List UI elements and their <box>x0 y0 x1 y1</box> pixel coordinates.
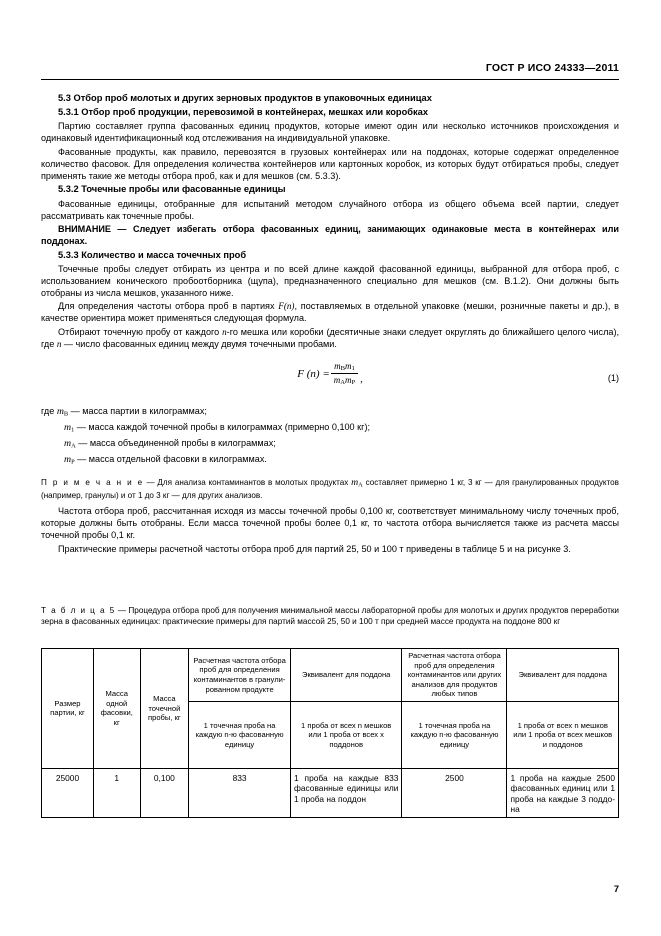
sym-letter: m <box>56 406 64 418</box>
cell-freq-granular: 833 <box>189 768 291 817</box>
note-text-a: — Для анализа контаминантов в молотых продуктах <box>143 477 352 487</box>
formula-ref-fn: F(n) <box>278 301 295 312</box>
den-sym-1: m <box>333 375 341 386</box>
definition-symbol <box>64 422 74 433</box>
definition-row <box>41 437 619 453</box>
symbol-n-2: n <box>56 339 62 350</box>
cell-pallet-equivalent-2: 1 проба на каждые 2500 фасованных единиц или 1 проба на каждые 3 поддона <box>507 768 619 817</box>
attention-note: ВНИМАНИЕ — Следует избегать отбора фасованных единиц, занимающих одинаковые места в контейнерах или поддонах. <box>41 224 619 247</box>
th-pallet-equivalent-1: Эквивалент для поддона <box>290 649 402 702</box>
sym-letter: m <box>351 476 359 488</box>
heading-5-3-2: 5.3.2 Точечные пробы или фасованные единицы <box>58 184 286 195</box>
para-text-b: -го мешка или коробки (десятичные знаки следует округлять до ближайшего целого числа), где <box>41 327 620 350</box>
definition-symbol <box>64 438 76 449</box>
num-sub-1: В <box>340 365 346 373</box>
page-number: 7 <box>613 884 619 894</box>
th-unit-mass: Масса одной фасовки, кг <box>93 649 140 769</box>
paragraph-5-3-3-1: Точечные пробы следует отбирать из центра и по всей длине каждой фасованной единицы, выбранной для отбора проб, с использованием конического пробоотборника (щупа), предназначенного специально для мешков (см. В.1.2). Они должны быть отобраны из числа мешков, указанного ниже. <box>41 263 619 298</box>
table-caption <box>41 605 619 627</box>
definition-text: — масса каждой точечной пробы в килограммах (примерно 0,100 кг); <box>74 422 370 433</box>
heading-5-3-3: 5.3.3 Количество и масса точечных проб <box>58 249 247 260</box>
formula-numerator <box>331 361 358 374</box>
para-text-a: Для определения частоты отбора проб в партиях <box>58 301 279 312</box>
th-freq-contaminants-granular: Расчетная частота отбора проб для определения контаминантов в гранулированном продукте <box>189 649 291 702</box>
note-symbol <box>351 477 363 488</box>
sym-subscript: A <box>358 481 363 489</box>
heading-5-3: 5.3 Отбор проб молотых и других зерновых продуктов в упаковочных единицах <box>58 93 432 103</box>
para-text-b: , поставляемых в отдельной упаковке (мешки, розничные пакеты и др.), в качестве ориентира может применяться следующая формула. <box>41 301 619 324</box>
symbol-definition-list <box>41 405 619 469</box>
formula-block <box>41 359 619 399</box>
sym-subscript: В <box>63 410 69 418</box>
note-block <box>41 477 619 502</box>
th-increment-mass: Масса точечной пробы, кг <box>140 649 189 769</box>
definition-row <box>41 421 619 437</box>
num-sym-2: m <box>345 361 352 372</box>
definition-symbol <box>64 454 75 465</box>
sym-subscript: А <box>71 442 76 450</box>
cell-pallet-equivalent-1: 1 проба на каждые 833 фасованные единицы или 1 проба на поддон <box>290 768 402 817</box>
table-caption-label: Т а б л и ц а 5 <box>41 606 116 615</box>
th-sub-sample-all-bags-1: 1 проба от всех n мешков или 1 проба от всех x поддонов <box>290 701 402 768</box>
sym-subscript: 1 <box>71 426 75 434</box>
paragraph-frequency: Частота отбора проб, рассчитанная исходя из массы точечной пробы 0,100 кг, соответствует минимальному числу точечных проб, которые должны быть отобраны. Если масса точечной пробы более 0,1 кг, то частота отбора вычисляется также из расчета массы точечной пробы 0,1 кг. <box>41 506 619 541</box>
note-label: П р и м е ч а н и е <box>41 477 144 487</box>
table-5 <box>41 648 619 818</box>
cell-unit-mass: 1 <box>93 768 140 817</box>
num-sym-1: m <box>334 361 341 372</box>
den-sub-2: Р <box>351 379 356 387</box>
sym-letter: m <box>64 437 72 449</box>
cell-increment-mass: 0,100 <box>140 768 189 817</box>
definition-text: — масса отдельной фасовки в килограммах. <box>74 453 267 464</box>
sym-letter: m <box>64 422 72 434</box>
th-pallet-equivalent-2: Эквивалент для поддона <box>507 649 619 702</box>
para-text-c: — число фасованных единиц между двумя точечными пробами. <box>61 339 337 350</box>
definition-lead: где <box>41 406 57 417</box>
paragraph-examples: Практические примеры расчетной частоты отбора проб для партий 25, 50 и 100 т приведены в таблице 5 и на рисунке 3. <box>58 543 571 554</box>
definition-text: — масса объединенной пробы в килограммах; <box>75 437 276 448</box>
formula-denominator <box>331 374 358 386</box>
den-sym-2: m <box>345 375 352 386</box>
den-sub-1: А <box>340 379 346 387</box>
th-lot-size: Размер партии, кг <box>42 649 94 769</box>
table-5-wrapper <box>41 648 619 818</box>
formula-fraction <box>331 361 358 386</box>
para-text-a: Отбирают точечную пробу от каждого <box>58 327 223 338</box>
th-freq-contaminants-any: Расчетная частота отбора проб для определения контаминантов или других анализов для продуктов любых типов <box>402 649 507 702</box>
formula-comma: , <box>360 374 363 386</box>
heading-5-3-1: 5.3.1 Отбор проб продукции, перевозимой в контейнерах, мешках или коробках <box>58 107 429 118</box>
formula-lhs: F (n) = <box>297 367 330 380</box>
header-rule <box>41 79 619 80</box>
paragraph-5-3-3-3 <box>41 326 619 350</box>
paragraph-5-3-3-2 <box>41 300 619 324</box>
table-header-row-1 <box>42 649 619 702</box>
body-text-block <box>41 92 619 555</box>
th-sub-increment-per-nth-2: 1 точечная проба на каждую n-ю фасованную единицу <box>402 701 507 768</box>
definition-row <box>41 405 619 421</box>
th-sub-increment-per-nth-1: 1 точечная проба на каждую n-ю фасованную единицу <box>189 701 291 768</box>
definition-row <box>41 453 619 469</box>
definition-symbol <box>57 406 68 417</box>
paragraph-5-3-1-1: Партию составляет группа фасованных единиц продуктов, которые имеют один или несколько источников происхождения и одинаковый идентификационный код отслеживания на индивидуальной упаковке. <box>41 121 619 144</box>
num-sub-2: 1 <box>351 365 355 373</box>
definition-text: — масса партии в килограммах; <box>68 406 207 417</box>
table-caption-text: — Процедура отбора проб для получения минимальной массы лабораторной пробы для молотых и других продуктов переработки зерна в фасованных единицах: практические примеры для партий массой 25, 50 и 100 т при средней массе продукта на поддоне 800 кг <box>41 606 619 627</box>
note-text-b: составляет примерно 1 кг, 3 кг — для гранулированных продуктов (например, гранулы) и от 1 до 3 кг — для других анализов. <box>41 477 619 501</box>
symbol-n-1: n <box>222 327 227 338</box>
sym-letter: m <box>64 453 72 465</box>
paragraph-5-3-2-1: Фасованные единицы, отобранные для испытаний методом случайного отбора из общего объема всей партии, следует рассматривать как точечные пробы. <box>41 198 619 221</box>
paragraph-5-3-1-2: Фасованные продукты, как правило, перевозятся в грузовых контейнерах или на поддонах, которые содержат определенное количество фасовок. Для определения количества контейнеров или картонных коробок, из которых будут отбираться пробы, следует применять такие же методы отбора проб, как и для мешков (см. 5.3.3). <box>41 146 619 181</box>
table-row <box>42 768 619 817</box>
equation-number: (1) <box>607 373 619 384</box>
sym-subscript: Р <box>71 458 75 466</box>
cell-freq-any: 2500 <box>402 768 507 817</box>
cell-lot-size: 25000 <box>42 768 94 817</box>
formula-1 <box>41 361 619 386</box>
th-sub-sample-all-bags-2: 1 проба от всех n мешков или 1 проба от всех мешков и поддонов <box>507 701 619 768</box>
running-head: ГОСТ Р ИСО 24333—2011 <box>485 62 619 74</box>
